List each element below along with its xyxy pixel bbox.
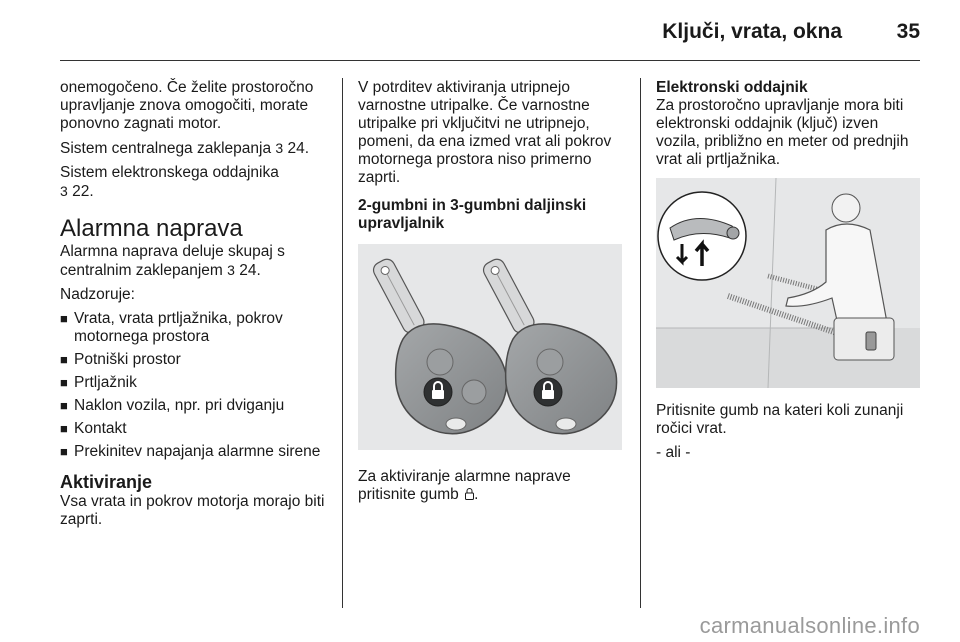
paragraph: Nadzoruje: bbox=[60, 286, 135, 303]
bullet-icon: ■ bbox=[60, 421, 68, 436]
door-handle-icon bbox=[658, 192, 746, 280]
page-title: Ključi, vrata, okna bbox=[662, 20, 842, 43]
bullet-icon: ■ bbox=[60, 398, 68, 413]
arrow-ref-icon: 3 bbox=[275, 140, 284, 156]
list-item: ■ Potniški prostor bbox=[60, 351, 181, 368]
bullet-list bbox=[60, 310, 330, 461]
list-item: ■ Prtljažnik bbox=[60, 374, 137, 391]
watermark: carmanualsonline.info bbox=[699, 613, 920, 638]
lock-button-icon bbox=[465, 488, 474, 500]
transmitter-illustration bbox=[656, 178, 920, 388]
column-divider-2 bbox=[640, 78, 641, 608]
paragraph: Za prostoročno upravljanje mora biti elektronski oddajnik (ključ) izven vozila, približno en meter od prednjih vrat ali prtljažnika. bbox=[656, 97, 909, 168]
page-link[interactable]: 22. bbox=[67, 183, 94, 200]
list-item: ■ Naklon vozila, npr. pri dviganju bbox=[60, 397, 285, 414]
column-right-lower bbox=[656, 402, 926, 468]
bullet-icon: ■ bbox=[60, 352, 68, 367]
arrow-ref-icon: 3 bbox=[227, 262, 235, 278]
paragraph: onemogočeno. Če želite prostoročno upravljanje znova omogočiti, morate ponovno zagnati motor. bbox=[60, 79, 314, 132]
bullet-icon: ■ bbox=[60, 444, 68, 459]
paragraph: Vsa vrata in pokrov motorja morajo biti zaprti. bbox=[60, 493, 325, 528]
list-item: ■ Prekinitev napajanja alarmne sirene bbox=[60, 443, 321, 460]
column-middle bbox=[358, 79, 628, 237]
paragraph-reference: Alarmna naprava deluje skupaj s centralnim zaklepanjem 3 24. bbox=[60, 243, 285, 279]
paragraph: V potrditev aktiviranja utripnejo varnostne utripalke. Če varnostne utripalke pri vključitvi ne utripnejo, pomeni, da ena izmed vrat ali pokrov motornega prostora niso primerno zaprti. bbox=[358, 79, 612, 186]
paragraph-reference: Sistem elektronskega oddajnika 3 22. bbox=[60, 164, 279, 200]
list-item: ■ Kontakt bbox=[60, 420, 127, 437]
car-key-fob-icon bbox=[358, 244, 622, 450]
page-number: 35 bbox=[896, 20, 920, 43]
subsection-heading: Aktiviranje bbox=[60, 472, 153, 492]
column-divider-1 bbox=[342, 78, 343, 608]
column-right bbox=[656, 79, 926, 175]
column-left bbox=[60, 79, 330, 535]
key-fob-3-button bbox=[481, 256, 617, 433]
bullet-icon: ■ bbox=[60, 375, 68, 390]
paragraph-reference: Sistem centralnega zaklepanja 3 24. bbox=[60, 140, 310, 157]
page-header bbox=[0, 0, 960, 62]
column-middle-caption bbox=[358, 468, 628, 510]
bullet-icon: ■ bbox=[60, 311, 68, 326]
paragraph: Pritisnite gumb na kateri koli zunanji ročici vrat. bbox=[656, 402, 904, 437]
section-heading: Alarmna naprava bbox=[60, 215, 243, 242]
subsection-heading: Elektronski oddajnik bbox=[656, 79, 808, 96]
paragraph: Za aktiviranje alarmne naprave pritisnite gumb . bbox=[358, 468, 571, 503]
arrow-ref-icon: 3 bbox=[60, 183, 68, 199]
key-fobs-illustration bbox=[358, 244, 622, 450]
key-fob-2-button bbox=[371, 256, 507, 433]
page-link[interactable]: 24. bbox=[234, 262, 261, 279]
paragraph: - ali - bbox=[656, 444, 691, 461]
page-link[interactable]: 24. bbox=[283, 140, 310, 157]
list-item: ■ Vrata, vrata prtljažnika, pokrov motornega prostora bbox=[60, 310, 283, 345]
subsection-heading: 2-gumbni in 3-gumbni daljinski upravljalnik bbox=[358, 197, 587, 232]
header-divider bbox=[60, 60, 920, 61]
